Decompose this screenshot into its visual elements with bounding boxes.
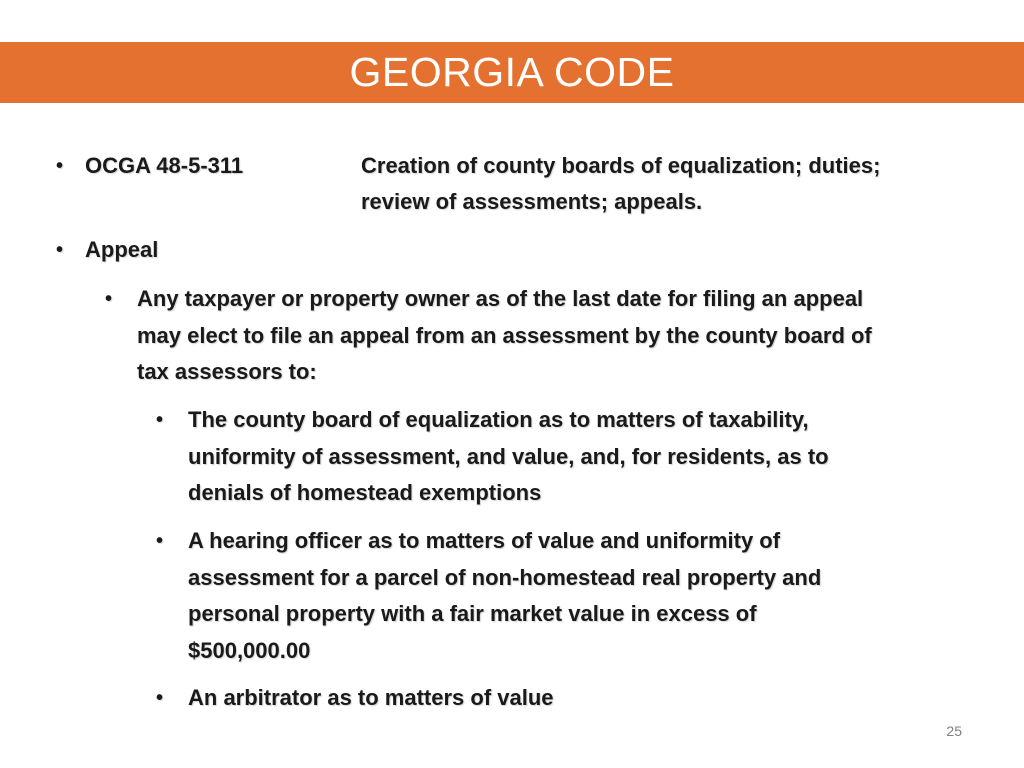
bullet-icon: • xyxy=(56,239,64,261)
bullet-icon: • xyxy=(156,530,164,552)
appeal-option-board xyxy=(156,402,829,512)
option-line: An arbitrator as to matters of value xyxy=(188,685,554,710)
option-line: A hearing officer as to matters of value and uniformity of xyxy=(188,528,781,553)
bullet-icon: • xyxy=(56,155,64,177)
page-number: 25 xyxy=(946,723,962,739)
option-line: $500,000.00 xyxy=(188,637,311,663)
code-reference-item xyxy=(56,148,356,184)
option-line: personal property with a fair market value in excess of xyxy=(188,601,757,626)
appeal-heading: Appeal xyxy=(85,237,159,262)
appeal-item xyxy=(56,232,356,268)
bullet-icon: • xyxy=(105,288,113,310)
code-description-line: Creation of county boards of equalization; duties; xyxy=(361,153,881,178)
code-description xyxy=(361,148,880,220)
bullet-icon: • xyxy=(156,687,164,709)
appeal-intro-line: Any taxpayer or property owner as of the last date for filing an appeal xyxy=(137,286,864,311)
option-line: uniformity of assessment, and value, and, for residents, as to xyxy=(188,443,829,469)
appeal-intro xyxy=(105,281,872,391)
option-line: The county board of equalization as to matters of taxability, xyxy=(188,407,809,432)
code-description-line: review of assessments; appeals. xyxy=(361,189,703,214)
appeal-intro-line: tax assessors to: xyxy=(137,359,317,384)
appeal-intro-line: may elect to file an appeal from an assessment by the county board of xyxy=(137,322,872,348)
bullet-icon: • xyxy=(156,409,164,431)
option-line: denials of homestead exemptions xyxy=(188,480,542,505)
option-line: assessment for a parcel of non-homestead real property and xyxy=(188,564,822,590)
slide-title: GEORGIA CODE xyxy=(349,49,675,95)
title-banner xyxy=(0,42,1024,103)
appeal-option-arbitrator xyxy=(156,680,554,717)
code-reference: OCGA 48-5-311 xyxy=(85,153,244,178)
appeal-option-hearing-officer xyxy=(156,523,822,669)
